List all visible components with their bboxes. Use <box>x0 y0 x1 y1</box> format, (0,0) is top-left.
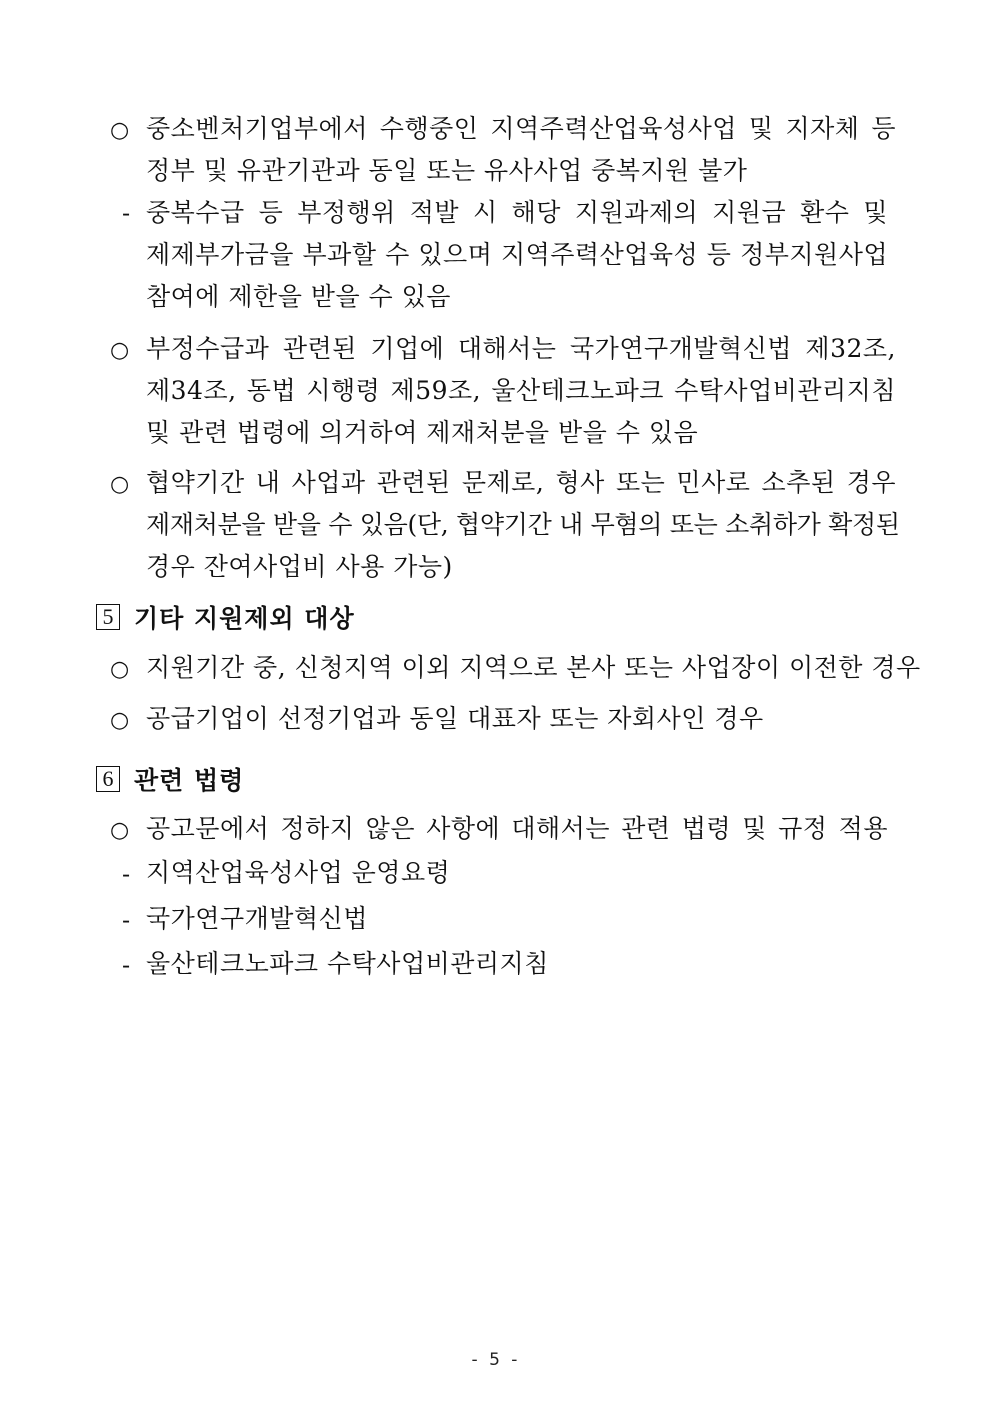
dash-bullet: - <box>122 860 131 888</box>
paragraph-line: 제재처분을 받을 수 있음(단, 협약기간 내 무혐의 또는 소취하가 확정된 <box>146 510 900 539</box>
law-item: 국가연구개발혁신법 <box>146 904 368 933</box>
circle-bullet: ○ <box>110 818 130 843</box>
section-number: 5 <box>96 604 120 630</box>
paragraph-line: 정부 및 유관기관과 동일 또는 유사사업 중복지원 불가 <box>146 156 748 185</box>
paragraph-line: 중복수급 등 부정행위 적발 시 해당 지원과제의 지원금 환수 및 <box>146 198 888 227</box>
section-heading <box>96 761 244 797</box>
dash-bullet: - <box>122 199 131 227</box>
paragraph-line: 제제부가금을 부과할 수 있으며 지역주력산업육성 등 정부지원사업 <box>146 240 888 269</box>
paragraph-line: 경우 잔여사업비 사용 가능) <box>146 552 453 581</box>
dash-bullet: - <box>122 951 131 979</box>
section-title: 기타 지원제외 대상 <box>134 604 355 633</box>
section-title: 관련 법령 <box>134 766 245 795</box>
paragraph-line: 및 관련 법령에 의거하여 제재처분을 받을 수 있음 <box>146 418 699 447</box>
list-item: 지원기간 중, 신청지역 이외 지역으로 본사 또는 사업장이 이전한 경우 <box>146 653 921 682</box>
paragraph-line: 참여에 제한을 받을 수 있음 <box>146 282 451 311</box>
law-item: 울산테크노파크 수탁사업비관리지침 <box>146 949 549 978</box>
paragraph-line: 부정수급과 관련된 기업에 대해서는 국가연구개발혁신법 제32조, <box>146 334 896 363</box>
circle-bullet: ○ <box>110 708 130 733</box>
paragraph-line: 협약기간 내 사업과 관련된 문제로, 형사 또는 민사로 소추된 경우 <box>146 468 896 497</box>
page-number: - 5 - <box>471 1350 521 1370</box>
list-item: 공급기업이 선정기업과 동일 대표자 또는 자회사인 경우 <box>146 704 764 733</box>
circle-bullet: ○ <box>110 338 130 363</box>
paragraph-line: 제34조, 동법 시행령 제59조, 울산테크노파크 수탁사업비관리지침 <box>146 376 896 405</box>
paragraph-line: 중소벤처기업부에서 수행중인 지역주력산업육성사업 및 지자체 등 <box>146 114 896 143</box>
section-number: 6 <box>96 766 120 792</box>
list-item: 공고문에서 정하지 않은 사항에 대해서는 관련 법령 및 규정 적용 <box>146 814 888 843</box>
circle-bullet: ○ <box>110 472 130 497</box>
section-heading <box>96 599 355 635</box>
circle-bullet: ○ <box>110 657 130 682</box>
dash-bullet: - <box>122 906 131 934</box>
circle-bullet: ○ <box>110 118 130 143</box>
law-item: 지역산업육성사업 운영요령 <box>146 858 451 887</box>
